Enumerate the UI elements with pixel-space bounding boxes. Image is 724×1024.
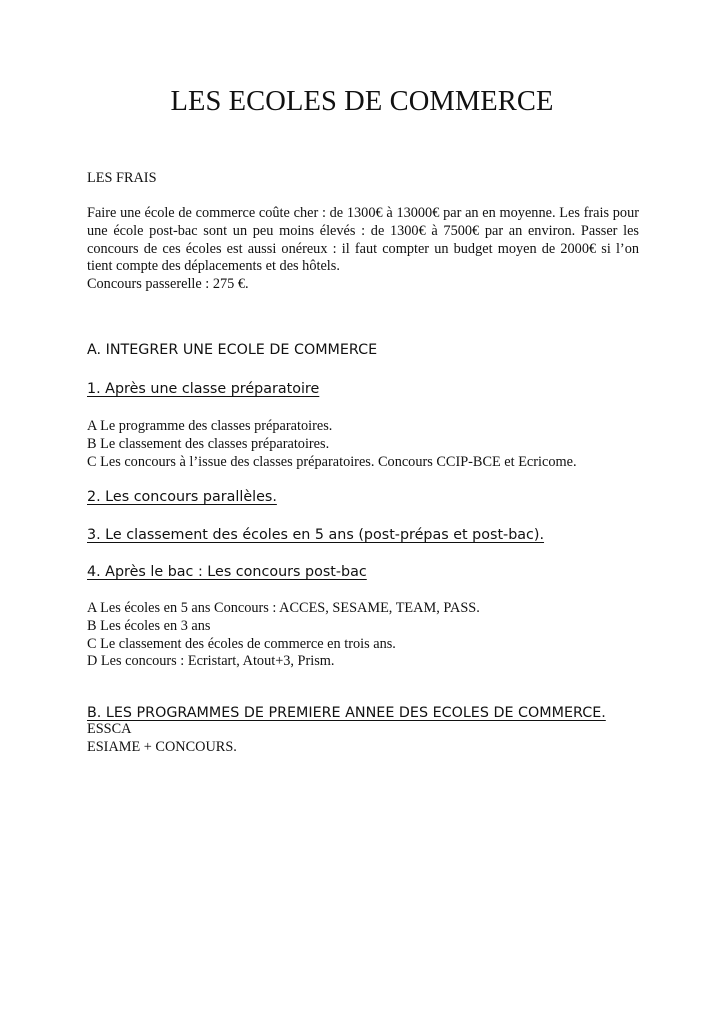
list-item: B Le classement des classes préparatoires. [87, 435, 330, 452]
list-item: C Les concours à l’issue des classes préparatoires. Concours CCIP-BCE et Ecricome. [87, 453, 577, 470]
subsection-4-heading: 4. Après le bac : Les concours post-bac [87, 564, 367, 580]
subsection-3-heading: 3. Le classement des écoles en 5 ans (post-prépas et post-bac). [87, 527, 545, 543]
list-item: D Les concours : Ecristart, Atout+3, Prism. [87, 653, 335, 670]
subsection-1-list [87, 418, 639, 471]
subsection-4-list [87, 600, 639, 671]
list-item: A Le programme des classes préparatoires. [87, 418, 333, 434]
subsection-2-heading: 2. Les concours parallèles. [87, 489, 277, 505]
list-item: C Le classement des écoles de commerce en trois ans. [87, 635, 396, 652]
subsection-1-heading: 1. Après une classe préparatoire [87, 381, 320, 397]
frais-paragraph: Faire une école de commerce coûte cher : de 1300€ à 13000€ par an en moyenne. Les frais pour une école post-bac sont un peu moins élevés : de 1300€ à 7500€ par an environ. Passer les concours de ces écoles est aussi onéreux : il faut compter un budget moyen de 2000€ si l’on tient compte des déplacements et des hôtels. [87, 205, 639, 275]
subsection-4 [87, 563, 639, 581]
section-b-heading: B. LES PROGRAMMES DE PREMIERE ANNEE DES ECOLES DE COMMERCE. [87, 705, 606, 721]
frais-text [87, 205, 639, 294]
list-item: ESIAME + CONCOURS. [87, 738, 237, 755]
list-item: ESSCA [87, 721, 132, 737]
page-title: LES ECOLES DE COMMERCE [170, 86, 554, 117]
concours-passerelle: Concours passerelle : 275 €. [87, 276, 249, 293]
list-item: B Les écoles en 3 ans [87, 617, 211, 634]
section-b [87, 704, 639, 722]
section-b-list [87, 721, 639, 757]
list-item: A Les écoles en 5 ans Concours : ACCES, SESAME, TEAM, PASS. [87, 600, 480, 616]
subsection-1 [87, 380, 639, 398]
subsection-3 [87, 526, 639, 544]
frais-heading: LES FRAIS [87, 170, 157, 186]
frais-section [87, 170, 639, 188]
subsection-2 [87, 488, 639, 506]
section-a [87, 341, 639, 359]
section-a-heading: A. INTEGRER UNE ECOLE DE COMMERCE [87, 342, 378, 358]
